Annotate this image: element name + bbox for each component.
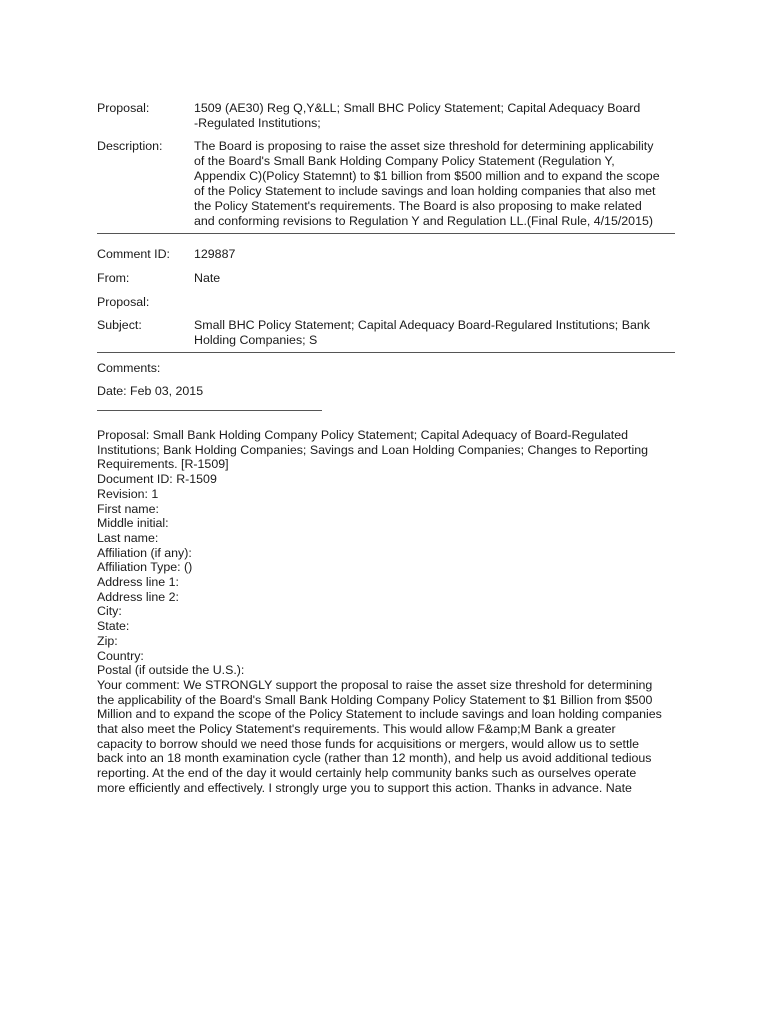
description-line: of the Policy Statement to include savings and loan holding companies that also met <box>194 184 656 198</box>
body-line: the applicability of the Board's Small Bank Holding Company Policy Statement to $1 Billion from $500 <box>97 692 653 707</box>
description-value <box>194 139 674 229</box>
body-line: Address line 2: <box>97 589 179 604</box>
description-line: and conforming revisions to Regulation Y and Regulation LL.(Final Rule, 4/15/2015) <box>194 214 653 228</box>
body-line: reporting. At the end of the day it would certainly help community banks such as ourselves operate <box>97 766 637 781</box>
body-line: Address line 1: <box>97 575 179 590</box>
body-line: Requirements. [R-1509] <box>97 457 229 472</box>
body-line: Country: <box>97 648 144 663</box>
section-divider <box>97 352 675 353</box>
comments-label: Comments: <box>97 361 161 375</box>
body-line: First name: <box>97 501 159 516</box>
body-line: Affiliation Type: () <box>97 560 193 575</box>
body-line: Document ID: R-1509 <box>97 472 217 487</box>
subject-value <box>194 318 674 348</box>
proposal-value <box>194 101 670 131</box>
body-line: State: <box>97 619 130 634</box>
body-line: Middle initial: <box>97 516 169 531</box>
proposal-line: 1509 (AE30) Reg Q,Y&LL; Small BHC Policy Statement; Capital Adequacy Board <box>194 101 641 115</box>
body-line: City: <box>97 604 122 619</box>
section-divider <box>97 233 675 234</box>
body-line: Affiliation (if any): <box>97 545 192 560</box>
subject-line: Holding Companies; S <box>194 333 318 347</box>
date-underline <box>97 410 322 411</box>
from-value: Nate <box>194 271 221 285</box>
proposal-line: -Regulated Institutions; <box>194 116 321 130</box>
meta-proposal-label: Proposal: <box>97 295 150 309</box>
description-line: the Policy Statement's requirements. The Board is also proposing to make related <box>194 199 642 213</box>
subject-label: Subject: <box>97 318 142 332</box>
body-line: that also meet the Policy Statement's requirements. This would allow F&amp;M Bank a greater <box>97 722 616 737</box>
body-line: Million and to expand the scope of the Policy Statement to include savings and loan holding companies <box>97 707 662 722</box>
subject-line: Small BHC Policy Statement; Capital Adequacy Board-Regulared Institutions; Bank <box>194 318 650 332</box>
body-line: Revision: 1 <box>97 486 159 501</box>
comment-body <box>97 428 677 796</box>
body-line: Postal (if outside the U.S.): <box>97 663 245 678</box>
description-line: of the Board's Small Bank Holding Company Policy Statement (Regulation Y, <box>194 154 615 168</box>
from-label: From: <box>97 271 130 285</box>
description-line: The Board is proposing to raise the asset size threshold for determining applicability <box>194 139 654 153</box>
body-line: Institutions; Bank Holding Companies; Savings and Loan Holding Companies; Changes to Reporting <box>97 442 649 457</box>
body-line: Last name: <box>97 530 159 545</box>
body-line: more efficiently and effectively. I strongly urge you to support this action. Thanks in advance. Nate <box>97 780 632 795</box>
comment-id-label: Comment ID: <box>97 247 170 261</box>
description-line: Appendix C)(Policy Statemnt) to $1 billion from $500 million and to expand the scope <box>194 169 660 183</box>
proposal-label: Proposal: <box>97 101 150 115</box>
body-line: Proposal: Small Bank Holding Company Policy Statement; Capital Adequacy of Board-Regulated <box>97 428 629 442</box>
comment-date-text: Date: Feb 03, 2015 <box>97 384 204 398</box>
body-line: back into an 18 month examination cycle (rather than 12 month), and help us avoid additional tedious <box>97 751 652 766</box>
body-line: capacity to borrow should we need those funds for acquisitions or mergers, would allow us to settle <box>97 736 640 751</box>
description-label: Description: <box>97 139 163 153</box>
comment-id-value: 129887 <box>194 247 236 261</box>
body-line: Your comment: We STRONGLY support the proposal to raise the asset size threshold for determining <box>97 677 653 692</box>
body-line: Zip: <box>97 633 118 648</box>
